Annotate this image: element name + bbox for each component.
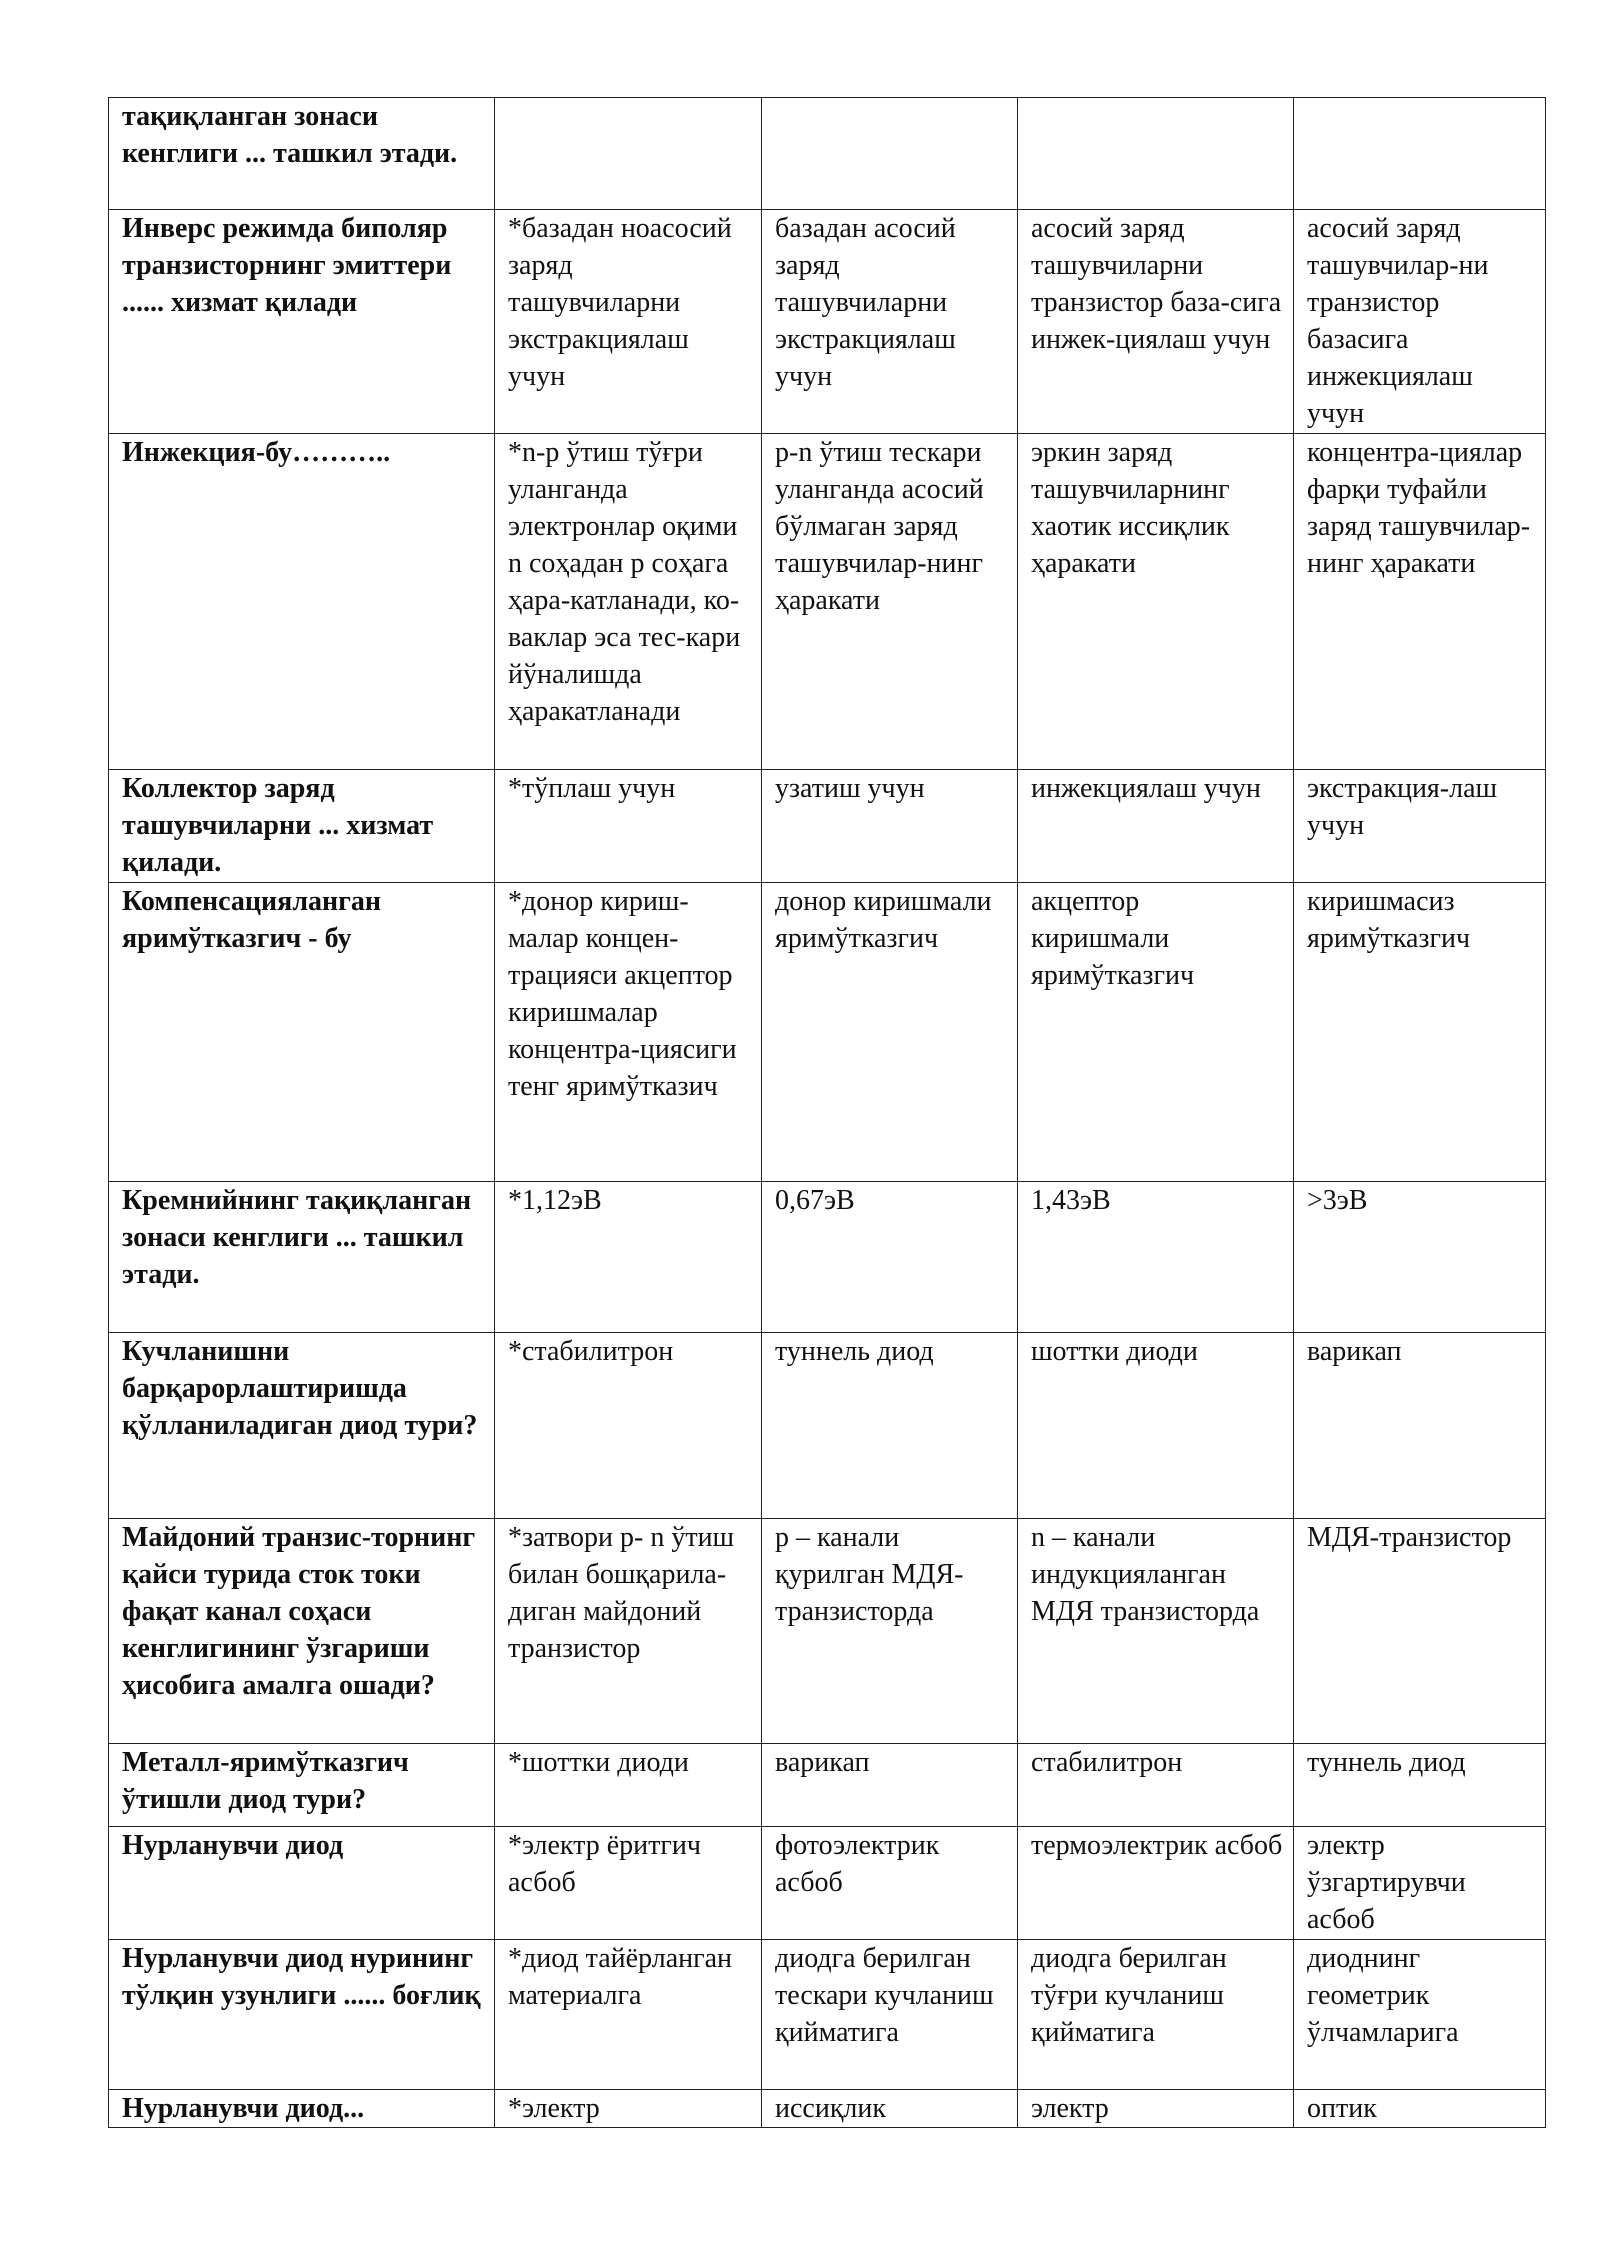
answer-cell: диоднинг геометрик ўлчамларига — [1294, 1940, 1546, 2090]
answer-cell-correct: *базадан ноасосий заряд ташувчиларни экстракциялаш учун — [495, 210, 762, 434]
answer-cell: >3эВ — [1294, 1182, 1546, 1333]
answer-cell: акцептор киришмали яримўтказгич — [1018, 883, 1294, 1182]
question-cell: Металл-яримўтказгич ўтишли диод тури? — [109, 1744, 495, 1827]
answer-cell-correct: *1,12эВ — [495, 1182, 762, 1333]
table-row — [109, 1182, 1546, 1333]
answer-cell — [762, 98, 1018, 210]
table-row — [109, 1940, 1546, 2090]
answer-cell-correct: *шоттки диоди — [495, 1744, 762, 1827]
answer-cell: n – канали индукцияланган МДЯ транзисторда — [1018, 1519, 1294, 1744]
table-row — [109, 98, 1546, 210]
table-row — [109, 883, 1546, 1182]
answer-cell: туннель диод — [762, 1333, 1018, 1519]
answer-cell: стабилитрон — [1018, 1744, 1294, 1827]
question-cell: Коллектор заряд ташувчиларни ... хизмат қилади. — [109, 770, 495, 883]
answer-cell-correct: *диод тайёрланган материалга — [495, 1940, 762, 2090]
question-cell: Майдоний транзис-торнинг қайси турида сток токи фақат канал соҳаси кенглигининг ўзгариши ҳисобига амалга ошади? — [109, 1519, 495, 1744]
answer-cell: фотоэлектрик асбоб — [762, 1827, 1018, 1940]
table-row — [109, 1333, 1546, 1519]
answer-cell-correct: *электр — [495, 2090, 762, 2128]
answer-cell: базадан асосий заряд ташувчиларни экстракциялаш учун — [762, 210, 1018, 434]
answer-cell: асосий заряд ташувчиларни транзистор база-сига инжек-циялаш учун — [1018, 210, 1294, 434]
answer-cell: электр — [1018, 2090, 1294, 2128]
answer-cell: 0,67эВ — [762, 1182, 1018, 1333]
answer-cell-correct: *стабилитрон — [495, 1333, 762, 1519]
answer-cell: 1,43эВ — [1018, 1182, 1294, 1333]
answer-cell-correct: *электр ёритгич асбоб — [495, 1827, 762, 1940]
question-cell: Нурланувчи диод... — [109, 2090, 495, 2128]
table-row — [109, 770, 1546, 883]
answer-cell-correct: *донор кириш-малар концен-трацияси акцептор киришмалар концентра-циясиги тенг яримўтказич — [495, 883, 762, 1182]
answer-cell: диодга берилган тўғри кучланиш қийматига — [1018, 1940, 1294, 2090]
answer-cell: варикап — [1294, 1333, 1546, 1519]
answer-cell: туннель диод — [1294, 1744, 1546, 1827]
question-cell: тақиқланган зонаси кенглиги ... ташкил этади. — [109, 98, 495, 210]
answer-cell-correct: *тўплаш учун — [495, 770, 762, 883]
question-cell: Кучланишни барқарорлаштиришда қўлланиладиган диод тури? — [109, 1333, 495, 1519]
answer-cell — [1294, 98, 1546, 210]
answer-cell: оптик — [1294, 2090, 1546, 2128]
answer-cell: варикап — [762, 1744, 1018, 1827]
question-cell: Инверс режимда биполяр транзисторнинг эмиттери ...... хизмат қилади — [109, 210, 495, 434]
answer-cell: инжекциялаш учун — [1018, 770, 1294, 883]
answer-cell: концентра-циялар фарқи туфайли заряд ташувчилар-нинг ҳаракати — [1294, 434, 1546, 770]
answer-cell: термоэлектрик асбоб — [1018, 1827, 1294, 1940]
table-row — [109, 434, 1546, 770]
answer-cell: узатиш учун — [762, 770, 1018, 883]
answer-cell: донор киришмали яримўтказгич — [762, 883, 1018, 1182]
answer-cell: диодга берилган тескари кучланиш қийматига — [762, 1940, 1018, 2090]
answer-cell-correct: *затвори p- n ўтиш билан бошқарила-диган майдоний транзистор — [495, 1519, 762, 1744]
answer-cell: иссиқлик — [762, 2090, 1018, 2128]
answer-cell: киришмасиз яримўтказгич — [1294, 883, 1546, 1182]
answer-cell: МДЯ-транзистор — [1294, 1519, 1546, 1744]
answer-cell: шоттки диоди — [1018, 1333, 1294, 1519]
answer-cell — [1018, 98, 1294, 210]
question-cell: Кремнийнинг тақиқланган зонаси кенглиги ... ташкил этади. — [109, 1182, 495, 1333]
table-row — [109, 1827, 1546, 1940]
answer-cell: асосий заряд ташувчилар-ни транзистор базасига инжекциялаш учун — [1294, 210, 1546, 434]
table-row — [109, 210, 1546, 434]
answer-cell: эркин заряд ташувчиларнинг хаотик иссиқлик ҳаракати — [1018, 434, 1294, 770]
table-row — [109, 2090, 1546, 2128]
table-row — [109, 1519, 1546, 1744]
answer-cell-correct — [495, 98, 762, 210]
answer-cell-correct: *n-p ўтиш тўғри уланганда электронлар оқими n соҳадан p соҳага ҳара-катланади, ко-ваклар эса тес-кари йўналишда ҳаракатланади — [495, 434, 762, 770]
question-cell: Компенсацияланган яримўтказгич - бу — [109, 883, 495, 1182]
question-cell: Инжекция-бу……….. — [109, 434, 495, 770]
answer-cell: p-n ўтиш тескари уланганда асосий бўлмаган заряд ташувчилар-нинг ҳаракати — [762, 434, 1018, 770]
question-cell: Нурланувчи диод — [109, 1827, 495, 1940]
answer-cell: экстракция-лаш учун — [1294, 770, 1546, 883]
answer-cell: p – канали қурилган МДЯ-транзисторда — [762, 1519, 1018, 1744]
answer-cell: электр ўзгартирувчи асбоб — [1294, 1827, 1546, 1940]
question-table — [108, 97, 1546, 2128]
question-cell: Нурланувчи диод нурининг тўлқин узунлиги ...... боғлиқ — [109, 1940, 495, 2090]
table-row — [109, 1744, 1546, 1827]
